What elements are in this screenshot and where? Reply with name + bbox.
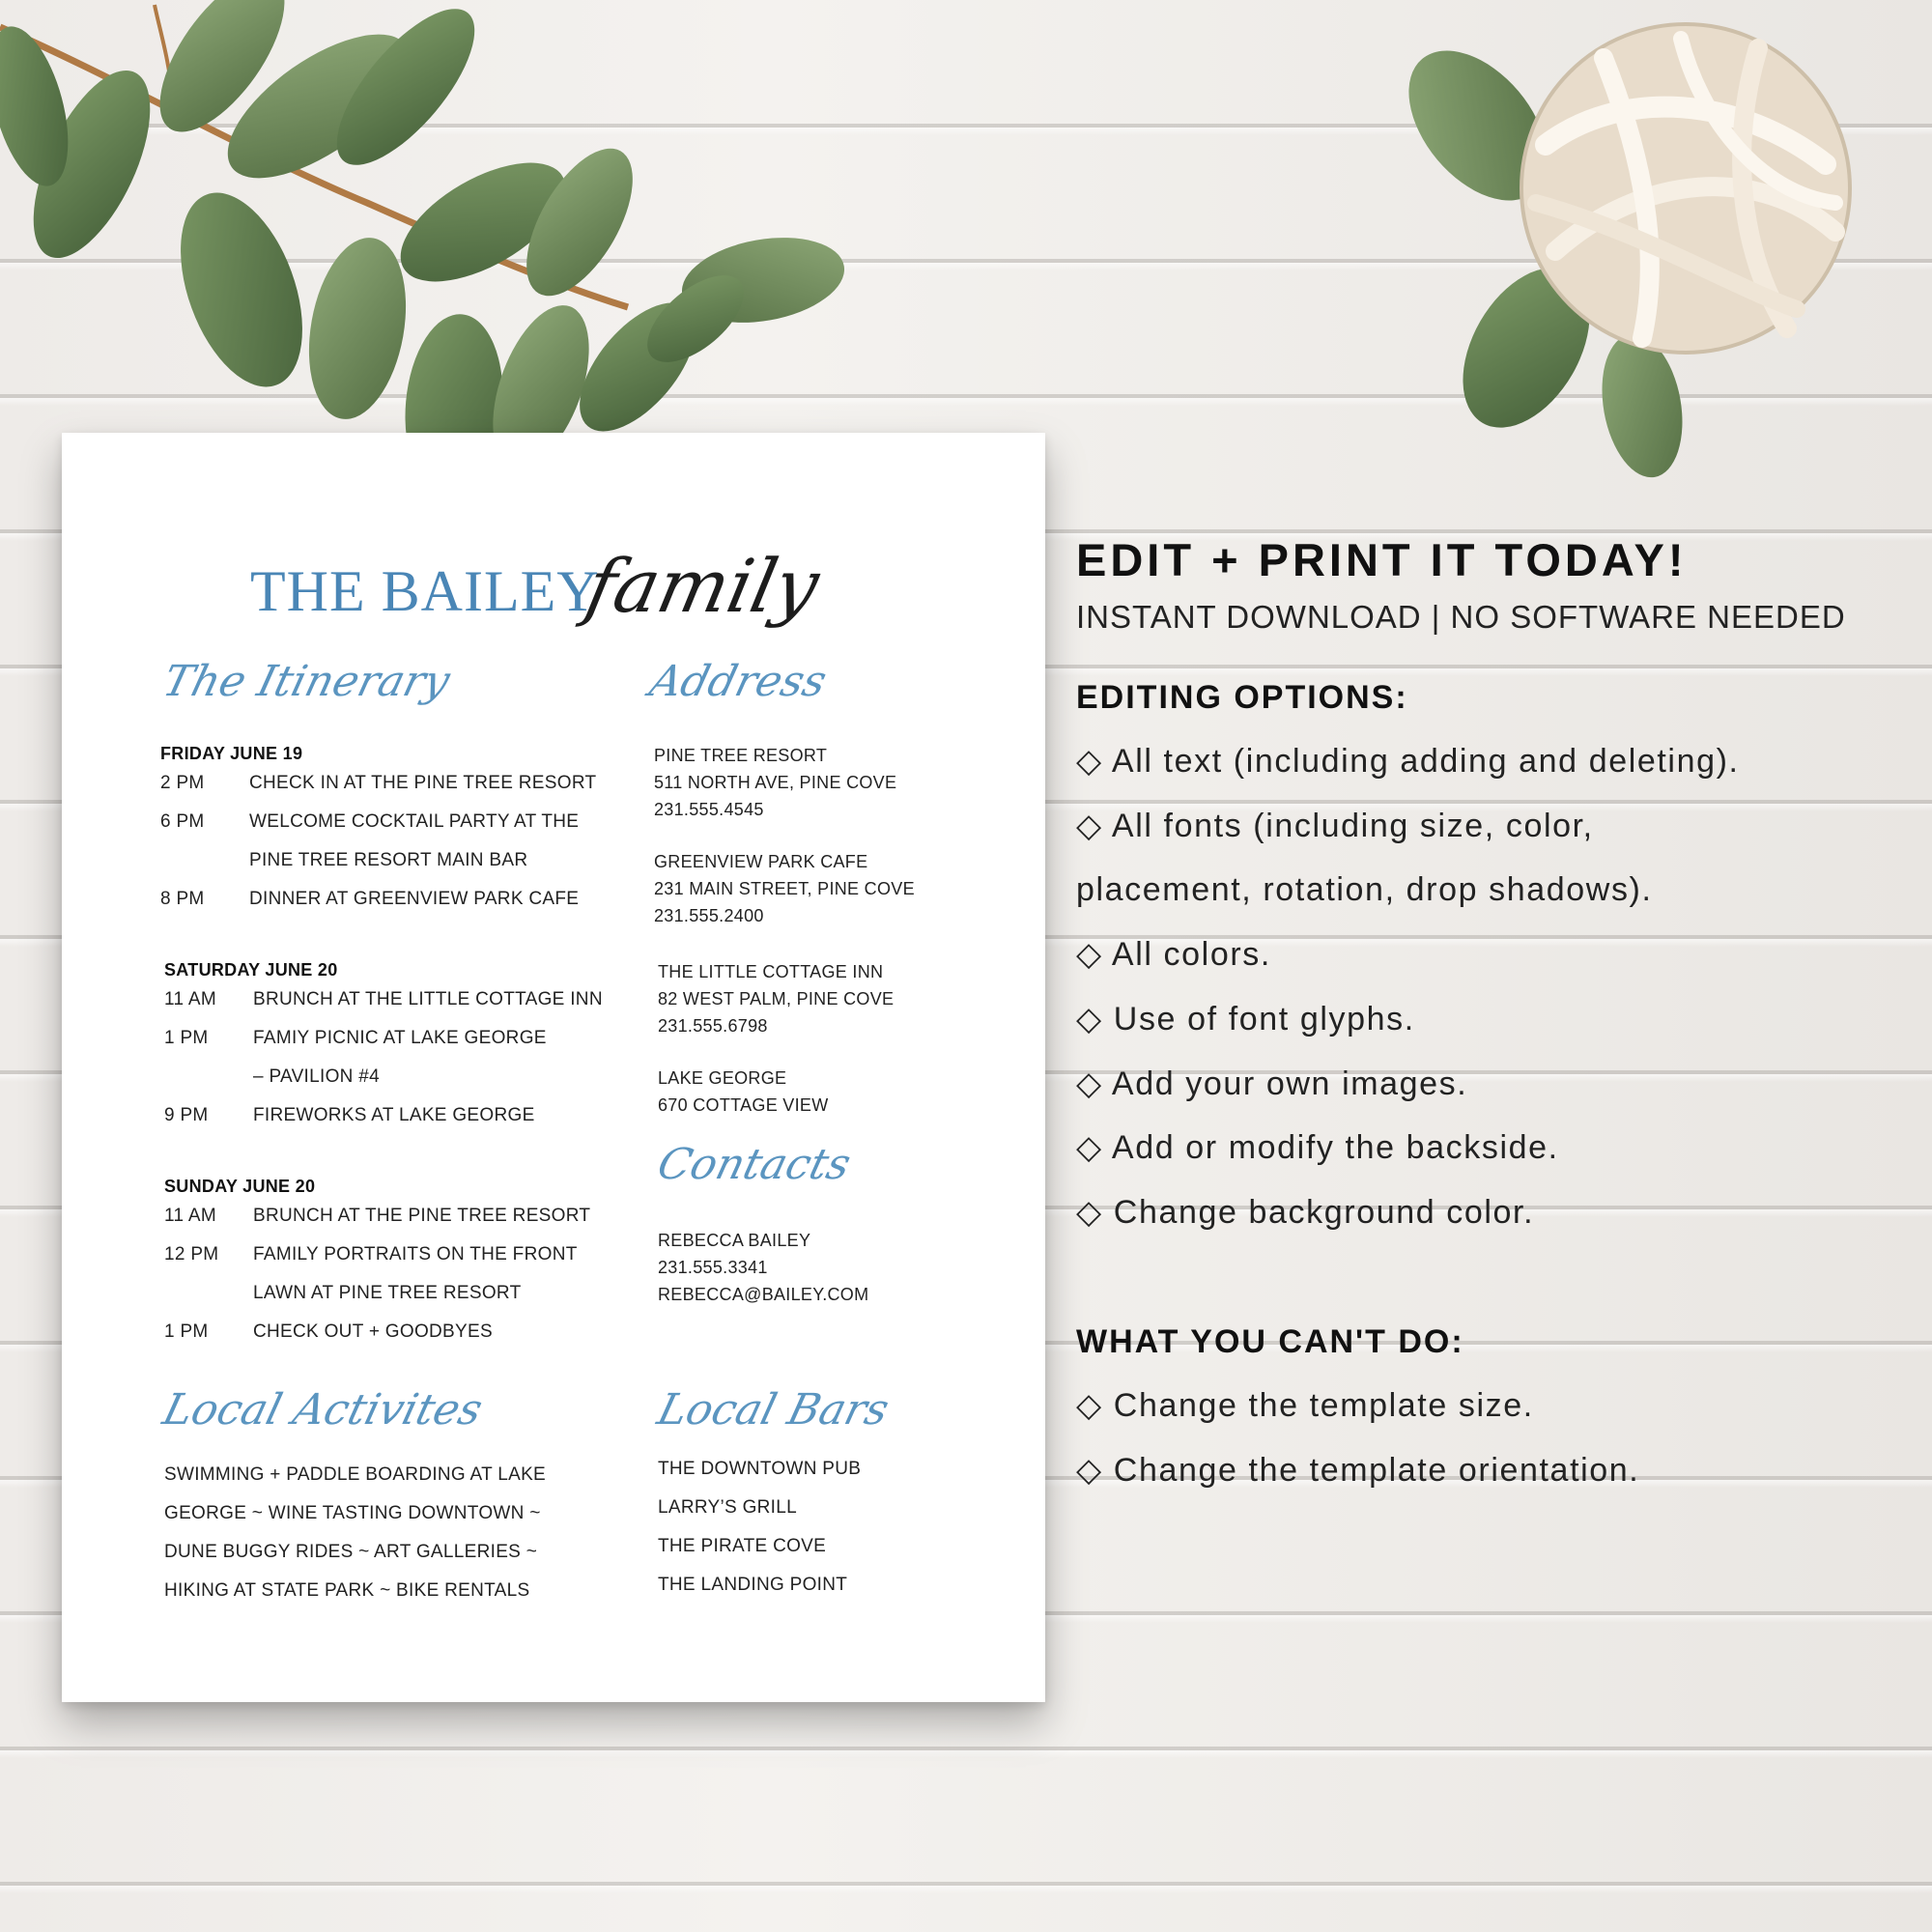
cant-do-heading: WHAT YOU CAN'T DO: <box>1076 1323 1464 1360</box>
event-time: 9 PM <box>164 1105 209 1125</box>
event-desc: FAMILY PORTRAITS ON THE FRONT <box>253 1244 578 1264</box>
editing-option: ◇ Add or modify the backside. <box>1076 1129 1559 1166</box>
event-time: 11 AM <box>164 1206 216 1226</box>
contact-email: REBECCA@BAILEY.COM <box>658 1285 869 1304</box>
address-block <box>654 848 915 929</box>
day-label-sunday: SUNDAY JUNE 20 <box>164 1177 316 1196</box>
itinerary-sheet <box>62 433 1045 1702</box>
title-surname: THE BAILEY <box>250 559 600 623</box>
diamond-bullet-icon: ◇ <box>1076 1452 1103 1489</box>
bar-item: LARRY’S GRILL <box>658 1497 797 1518</box>
diamond-bullet-icon: ◇ <box>1076 743 1103 780</box>
event-desc: – PAVILION #4 <box>253 1066 380 1087</box>
editing-option: ◇ All text (including adding and deleting). <box>1076 743 1740 780</box>
address-street: 670 COTTAGE VIEW <box>658 1095 829 1115</box>
address-block <box>658 1065 829 1119</box>
address-name: THE LITTLE COTTAGE INN <box>658 962 884 981</box>
bar-item: THE LANDING POINT <box>658 1575 848 1595</box>
event-desc: BRUNCH AT THE PINE TREE RESORT <box>253 1206 591 1226</box>
bar-item: THE PIRATE COVE <box>658 1536 827 1556</box>
editing-option: ◇ Add your own images. <box>1076 1065 1468 1102</box>
activities-line: GEORGE ~ WINE TASTING DOWNTOWN ~ <box>164 1503 541 1523</box>
editing-option-continued: placement, rotation, drop shadows). <box>1076 871 1653 908</box>
diamond-bullet-icon: ◇ <box>1076 808 1103 844</box>
address-name: PINE TREE RESORT <box>654 746 828 765</box>
contact-block <box>658 1227 868 1308</box>
event-time: 8 PM <box>160 889 205 909</box>
eucalyptus-branch-icon <box>0 0 851 501</box>
event-desc: CHECK OUT + GOODBYES <box>253 1321 493 1342</box>
event-time: 1 PM <box>164 1028 209 1048</box>
bars-heading: Local Bars <box>652 1385 895 1435</box>
event-time: 1 PM <box>164 1321 209 1342</box>
diamond-bullet-icon: ◇ <box>1076 1129 1103 1166</box>
event-desc: FIREWORKS AT LAKE GEORGE <box>253 1105 535 1125</box>
activities-line: SWIMMING + PADDLE BOARDING AT LAKE <box>164 1464 547 1485</box>
event-desc: DINNER AT GREENVIEW PARK CAFE <box>249 889 580 909</box>
diamond-bullet-icon: ◇ <box>1076 1194 1103 1231</box>
address-phone: 231.555.2400 <box>654 906 764 925</box>
address-street: 82 WEST PALM, PINE COVE <box>658 989 895 1009</box>
address-name: LAKE GEORGE <box>658 1068 787 1088</box>
address-phone: 231.555.4545 <box>654 800 764 819</box>
editing-option: ◇ All colors. <box>1076 936 1271 973</box>
editing-option: ◇ Change background color. <box>1076 1194 1535 1231</box>
promo-subheadline: INSTANT DOWNLOAD | NO SOFTWARE NEEDED <box>1076 599 1846 635</box>
event-time: 6 PM <box>160 811 205 832</box>
activities-heading: Local Activites <box>157 1385 488 1435</box>
address-phone: 231.555.6798 <box>658 1016 768 1036</box>
editing-option: ◇ All fonts (including size, color, <box>1076 808 1594 844</box>
day-label-saturday: SATURDAY JUNE 20 <box>164 960 338 980</box>
diamond-bullet-icon: ◇ <box>1076 1001 1103 1037</box>
activities-line: DUNE BUGGY RIDES ~ ART GALLERIES ~ <box>164 1542 538 1562</box>
address-name: GREENVIEW PARK CAFE <box>654 852 868 871</box>
address-heading: Address <box>644 657 832 706</box>
day-label-friday: FRIDAY JUNE 19 <box>160 744 303 763</box>
address-block <box>658 958 894 1039</box>
event-desc: PINE TREE RESORT MAIN BAR <box>249 850 528 870</box>
title-family-script: family <box>579 543 827 629</box>
cant-do-option: ◇ Change the template size. <box>1076 1387 1534 1424</box>
event-time: 2 PM <box>160 773 205 793</box>
promo-headline: EDIT + PRINT IT TODAY! <box>1076 534 1688 585</box>
contact-phone: 231.555.3341 <box>658 1258 768 1277</box>
bar-item: THE DOWNTOWN PUB <box>658 1459 862 1479</box>
event-desc: FAMIY PICNIC AT LAKE GEORGE <box>253 1028 547 1048</box>
diamond-bullet-icon: ◇ <box>1076 936 1103 973</box>
event-desc: CHECK IN AT THE PINE TREE RESORT <box>249 773 597 793</box>
address-block <box>654 742 896 823</box>
event-time: 11 AM <box>164 989 216 1009</box>
address-street: 231 MAIN STREET, PINE COVE <box>654 879 915 898</box>
activities-line: HIKING AT STATE PARK ~ BIKE RENTALS <box>164 1580 530 1601</box>
editing-option: ◇ Use of font glyphs. <box>1076 1001 1415 1037</box>
diamond-bullet-icon: ◇ <box>1076 1065 1103 1102</box>
event-desc: LAWN AT PINE TREE RESORT <box>253 1283 522 1303</box>
cant-do-option: ◇ Change the template orientation. <box>1076 1452 1640 1489</box>
event-desc: BRUNCH AT THE LITTLE COTTAGE INN <box>253 989 603 1009</box>
diamond-bullet-icon: ◇ <box>1076 1387 1103 1424</box>
event-desc: WELCOME COCKTAIL PARTY AT THE <box>249 811 580 832</box>
contacts-heading: Contacts <box>652 1140 856 1189</box>
editing-options-heading: EDITING OPTIONS: <box>1076 679 1408 716</box>
wicker-ball-icon <box>1381 24 1850 484</box>
contact-name: REBECCA BAILEY <box>658 1231 811 1250</box>
itinerary-heading: The Itinerary <box>157 657 455 706</box>
address-street: 511 NORTH AVE, PINE COVE <box>654 773 897 792</box>
event-time: 12 PM <box>164 1244 219 1264</box>
